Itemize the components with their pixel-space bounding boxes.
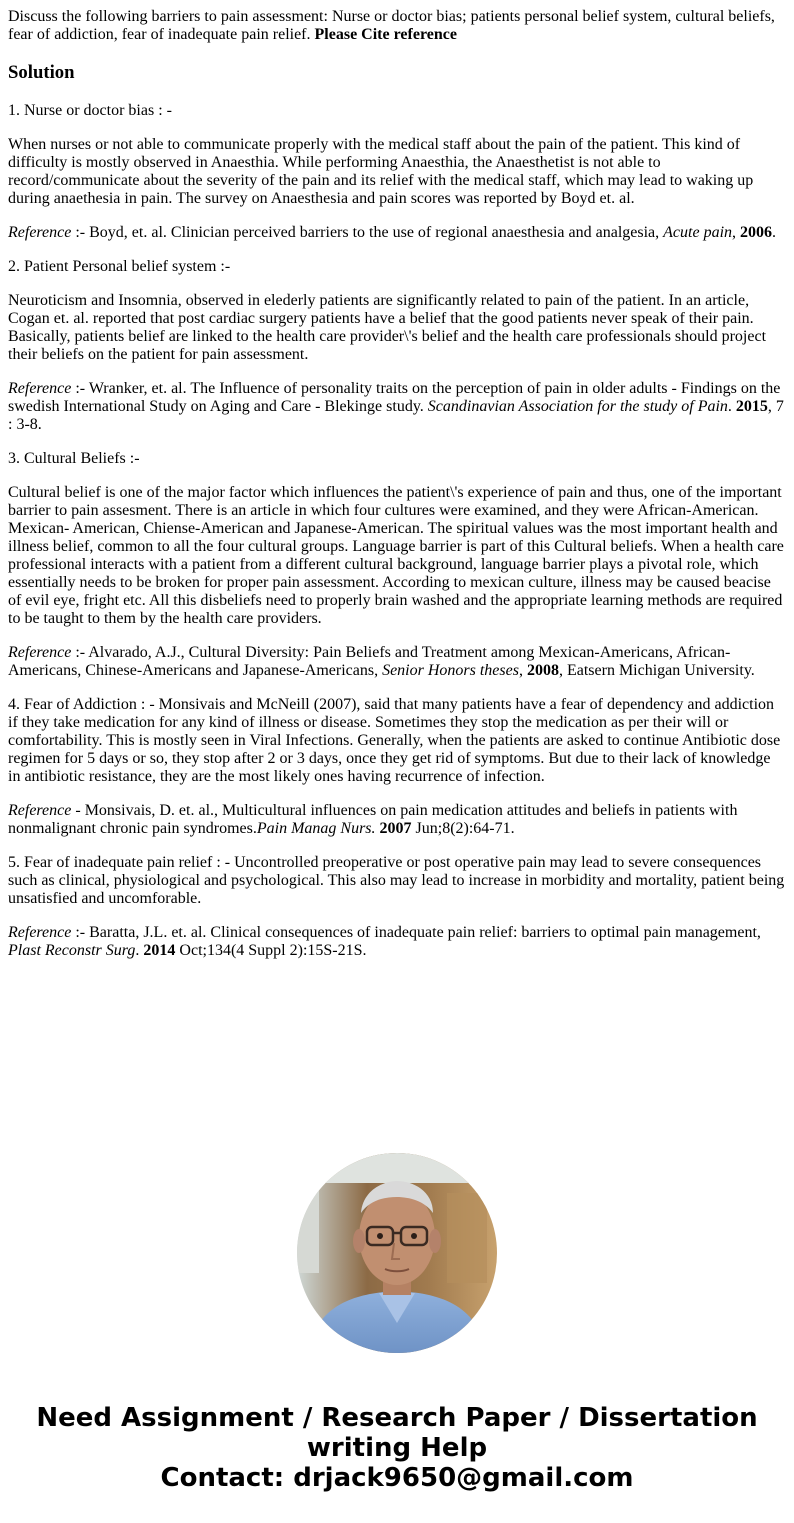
- author-avatar: [297, 1153, 497, 1353]
- reference: Reference :- Wranker, et. al. The Influence of personality traits on the perception of pain in older adults - Findings on the swedish International Study on Aging and Care - Blekinge study. Scandinavian Association for the study of Pain. 2015, 7 : 3-8.: [8, 380, 784, 433]
- section-heading: 2. Patient Personal belief system :-: [8, 258, 231, 275]
- section-body: Cultural belief is one of the major factor which influences the patient\'s experience of pain and thus, one of the important barrier to pain assesment. There is an article in which four cultures were examined, and they were African-American. Mexican- American, Chiense-American and Japanese-American. The spiritual values was the most important health and illness belief, common to all the four cultural groups. Language barrier is part of this Cultural beliefs. When a health care professional interacts with a patient from a different cultural background, language barrier plays a pivotal role, which essentially needs to be broken for proper pain assessment. According to mexican culture, illness may be caused beacise of evil eye, fright etc. All this disbeliefs need to properly brain washed and the appropriate learning methods are required to be taught to them by the health care providers.: [8, 484, 784, 627]
- section-body: Neuroticism and Insomnia, observed in elederly patients are significantly related to pain of the patient. In an article, Cogan et. al. reported that post cardiac surgery patients have a belief that the good patients never speak of their pain. Basically, patients belief are linked to the health care provider\'s belief and the health care professionals should project their beliefs on the patient for pain assessment.: [8, 292, 767, 363]
- promo-line-2: writing Help: [306, 1433, 488, 1463]
- section-body: 4. Fear of Addiction : - Monsivais and McNeill (2007), said that many patients have a fear of dependency and addiction if they take medication for any kind of illness or disease. Sometimes they stop the medication as per their will or comfortability. This is mostly seen in Viral Infections. Generally, when the patients are asked to continue Antibiotic dose regimen for 5 days or so, they stop after 2 or 3 days, once they get rid of symptoms. But due to their lack of knowledge in antibiotic resistance, they are the most likely ones having recurrence of infection.: [8, 696, 781, 785]
- reference: Reference - Monsivais, D. et. al., Multicultural influences on pain medication attitudes and beliefs in patients with nonmalignant chronic pain syndromes.Pain Manag Nurs. 2007 Jun;8(2):64-71.: [8, 802, 738, 837]
- section-heading: 1. Nurse or doctor bias : -: [8, 102, 172, 119]
- reference: Reference :- Alvarado, A.J., Cultural Diversity: Pain Beliefs and Treatment among Mexican-Americans, African-Americans, Chinese-Americans and Japanese-Americans, Senior Honors theses, 2008, Eatsern Michigan University.: [8, 644, 755, 679]
- section-body: 5. Fear of inadequate pain relief : - Uncontrolled preoperative or post operative pain may lead to severe consequences such as clinical, physiological and psychological. This also may lead to increase in morbidity and mortality, patient being unsatisfied and uncomforable.: [8, 854, 785, 907]
- reference: Reference :- Baratta, J.L. et. al. Clinical consequences of inadequate pain relief: barriers to optimal pain management, Plast Reconstr Surg. 2014 Oct;134(4 Suppl 2):15S-21S.: [8, 924, 761, 959]
- solution-heading: Solution: [8, 62, 75, 83]
- question-text: Discuss the following barriers to pain assessment: Nurse or doctor bias; patients personal belief system, cultural beliefs, fear of addiction, fear of inadequate pain relief. Please Cite reference: [8, 8, 775, 43]
- contact-email: Contact: drjack9650@gmail.com: [160, 1463, 634, 1493]
- promo-footer: [0, 1403, 794, 1493]
- reference: Reference :- Boyd, et. al. Clinician perceived barriers to the use of regional anaesthesia and analgesia, Acute pain, 2006.: [8, 224, 777, 241]
- answer-content: [8, 8, 786, 976]
- section-body: When nurses or not able to communicate properly with the medical staff about the pain of the patient. This kind of difficulty is mostly observed in Anaesthia. While performing Anaesthia, the Anaesthetist is not able to record/communicate about the severity of the pain and its relief with the medical staff, which may lead to waking up during anaethesia in pain. The survey on Anaesthesia and pain scores was reported by Boyd et. al.: [8, 136, 754, 207]
- avatar-photo-icon: [297, 1153, 497, 1353]
- section-heading: 3. Cultural Beliefs :-: [8, 450, 140, 467]
- promo-line-1: Need Assignment / Research Paper / Dissertation: [36, 1403, 758, 1433]
- cite-requirement: Please Cite reference: [314, 26, 457, 43]
